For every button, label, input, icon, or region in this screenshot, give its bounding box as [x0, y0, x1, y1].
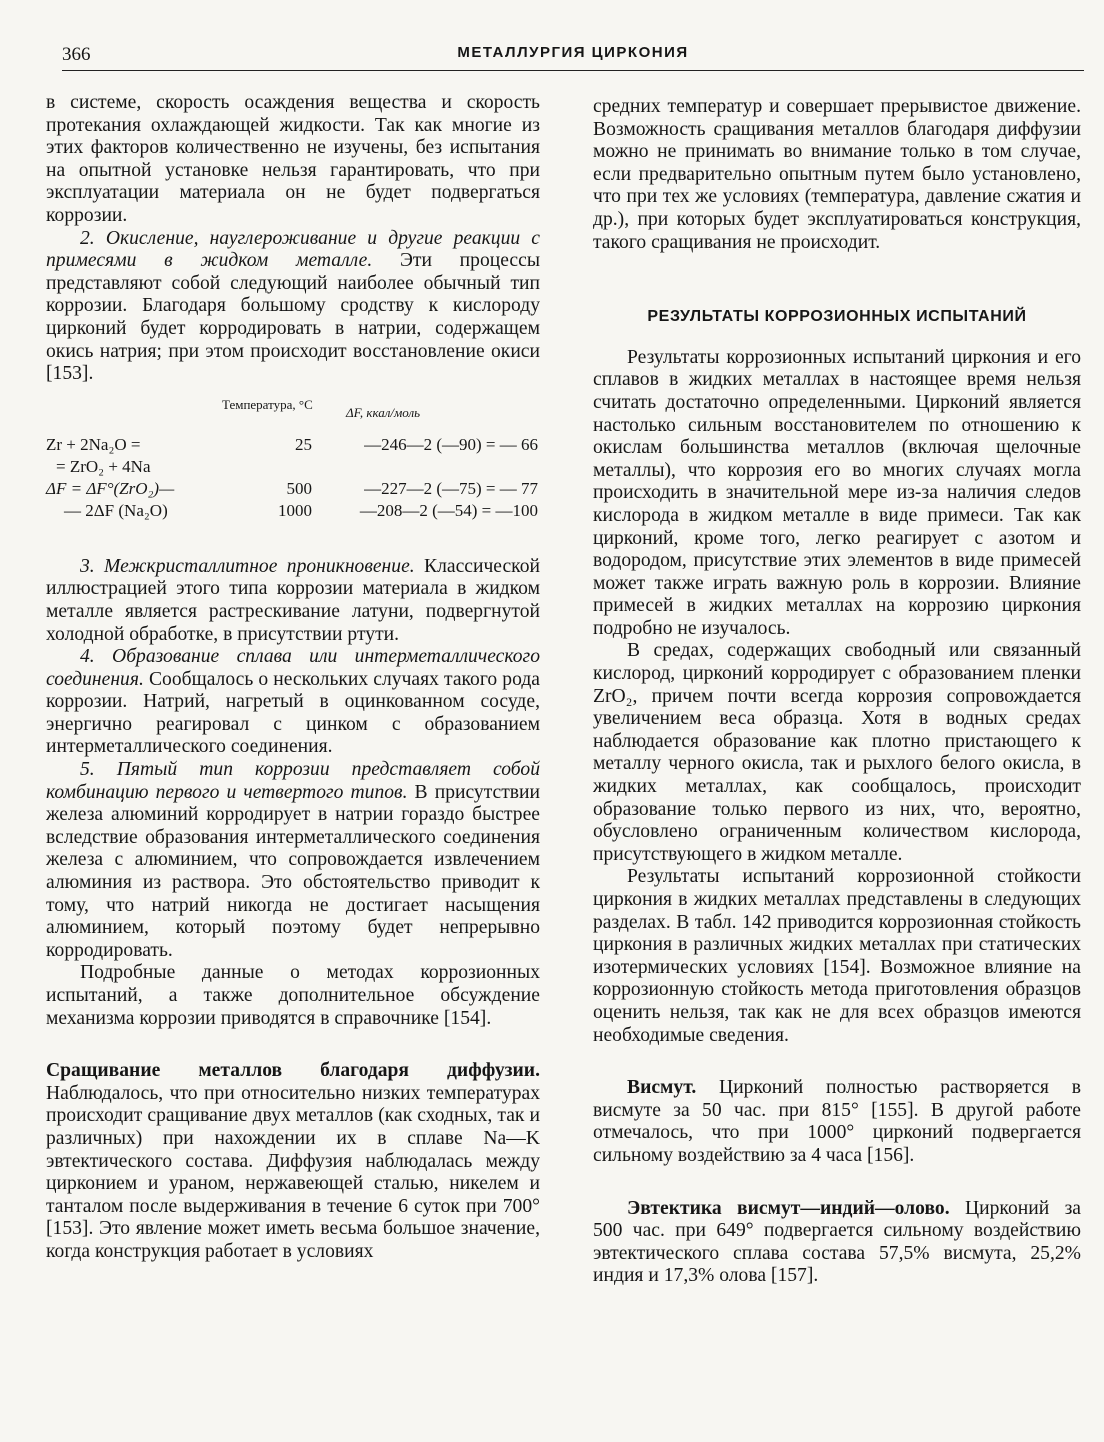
page-header — [62, 40, 1084, 71]
paragraph — [593, 1198, 1081, 1288]
running-title: МЕТАЛЛУРГИЯ ЦИРКОНИЯ — [457, 44, 689, 61]
paragraph-body: Цирконий за 500 час. при 649° подвергается сильному воздействию эвтектического сплава состава 57,5% висмута, 25,2% индия и 17,3% олова [157]. — [593, 1197, 1082, 1287]
paragraph-body: Цирконий полностью растворяется в висмуте за 50 час. при 815° [155]. В другой работе отмечалось, что при 1000° цирконий подвергается сильному воздействию за 4 часа [156]. — [593, 1077, 1081, 1166]
free-energy-cell: —208—2 (—54) = —100 — [359, 500, 538, 520]
paragraph-body: В присутствии железа алюминий корродирует в натрии гораздо быстрее вследствие образования интерметаллического соединения железа с алюминием, что сопровождается извлечением алюминия из раствора. Это обстоятельство приводит к тому, что натрий никогда не достигает насыщения алюминием, который поэтому будет непрерывно корродировать. — [46, 781, 540, 961]
paragraph — [46, 759, 540, 962]
section-heading: Сращивание металлов благодаря диффузии. — [46, 1060, 540, 1082]
table-row — [46, 500, 540, 522]
table-row — [46, 478, 540, 500]
section-heading: Висмут. — [627, 1077, 697, 1099]
column-header-temperature: Температура, °С — [222, 396, 313, 412]
left-column — [46, 92, 540, 1264]
column-header-free-energy: ΔF, ккал/моль — [346, 404, 421, 420]
paragraph: в системе, скорость осаждения вещества и скорость протекания охлаждающей жидкости. Так как многие из этих факторов количественно не изучены, без испытания на опытной установке нельзя гарантировать, что при эксплуатации материала он не будет подвергаться коррозии. — [46, 92, 540, 226]
table-row — [46, 456, 540, 478]
paragraph: В средах, содержащих свободный или связанный кислород, цирконий корродирует с образованием пленки ZrO₂, причем почти всегда коррозия сопровождается увеличением веса образца. Хотя в водных средах наблюдается образование как плотно пристающего к металлу черного окисла, так и рыхлого белого окисла, в жидких металлах, как сообщалось, происходит образование только первого из них, что, вероятно, обусловлено ограниченным количеством кислорода, присутствующего в жидком металле. — [593, 640, 1081, 865]
temperature-cell: 25 — [295, 434, 312, 454]
table-header — [46, 394, 540, 434]
paragraph: Результаты испытаний коррозионной стойкости циркония в жидких металлах представлены в следующих разделах. В табл. 142 приводится коррозионная стойкость циркония в различных жидких металлах при статических изотермических условиях [154]. Возможное влияние на коррозионную стойкость метода приготовления образцов оценить нельзя, так как не для всех образцов имеются необходимые сведения. — [593, 866, 1081, 1046]
paragraph-heading: 3. Межкристаллитное проникновение. — [80, 555, 415, 577]
paragraph — [46, 556, 540, 646]
paragraph: средних температур и совершает прерывистое движение. Возможность сращивания металлов благодаря диффузии можно не принимать во внимание только в том случае, если предварительно опытным путем было установлено, что при тех же условиях (температура, давление сжатия и др.), при которых будет эксплуатироваться конструкция, такого сращивания не происходит. — [593, 96, 1081, 253]
equation-cell: — 2ΔF (Na₂O) — [64, 500, 168, 520]
equation-cell: ΔF = ΔF°(ZrO₂)— — [46, 478, 175, 498]
right-column — [593, 96, 1081, 1288]
paragraph-body: Классической иллюстрацией этого типа коррозии материала в жидком металле является растрескивание латуни, подвергнутой холодной обработке, в присутствии ртути. — [46, 555, 540, 645]
paragraph-body: Сообщалось о нескольких случаях такого рода коррозии. Натрий, нагретый в оцинкованном сосуде, энергично реагировал с цинком с образованием интерметаллического соединения. — [46, 668, 540, 758]
paragraph-heading: 4. Образование сплава или интерметаллического соединения. — [46, 646, 540, 690]
equation-cell: Zr + 2Na₂O = — [46, 434, 141, 454]
page-number: 366 — [62, 44, 91, 65]
reaction-table — [46, 394, 540, 522]
paragraph: Подробные данные о методах коррозионных испытаний, а также дополнительное обсуждение механизма коррозии приводятся в справочнике [154]. — [46, 962, 540, 1029]
free-energy-cell: —246—2 (—90) = — 66 — [364, 434, 538, 454]
paragraph-heading: 5. Пятый тип коррозии представляет собой комбинацию первого и четвертого типов. — [46, 759, 540, 803]
section-heading: Эвтектика висмут—индий—олово. — [627, 1197, 950, 1219]
section-title: РЕЗУЛЬТАТЫ КОРРОЗИОННЫХ ИСПЫТАНИЙ — [647, 308, 1027, 326]
paragraph-body: Наблюдалось, что при относительно низких температурах происходит сращивание двух металлов (как сходных, так и различных) при нахождении их в сплаве Na—K эвтектического состава. Диффузия наблюдалась между цирконием и ураном, нержавеющей сталью, никелем и танталом после выдерживания в течение 6 суток при 700° [153]. Это явление может иметь весьма большое значение, когда конструкция работает в условиях — [46, 1082, 540, 1262]
paragraph — [46, 646, 540, 759]
paragraph — [46, 1060, 540, 1263]
paragraph-body: Эти процессы представляют собой следующий наиболее обычный тип коррозии. Благодаря большому сродству к кислороду цирконий будет корродировать в натрии, содержащем окись натрия; при этом происходит восстановление окиси [153]. — [46, 250, 540, 385]
paragraph — [46, 228, 540, 386]
temperature-cell: 1000 — [278, 500, 312, 520]
equation-cell: = ZrO₂ + 4Na — [56, 456, 151, 476]
free-energy-cell: —227—2 (—75) = — 77 — [364, 478, 538, 498]
paragraph — [593, 1077, 1081, 1167]
paragraph-heading: 2. Окисление, науглероживание и другие реакции с примесями в жидком металле. — [46, 227, 540, 272]
table-row — [46, 434, 540, 456]
paragraph: Результаты коррозионных испытаний циркония и его сплавов в жидких металлах в настоящее время нельзя считать достаточно определенными. Цирконий является настолько сильным восстановителем по отношению к окислам большинства металлов (включая щелочные металлы), что коррозия его во многих случаях могла происходить в значительной мере из-за наличия следов кислорода в жидком металле в виде примеси. Так как цирконий, кроме того, легко реагирует с азотом и водородом, присутствие этих элементов в виде примесей может также играть важную роль в коррозии. Влияние примесей в жидких металлах на коррозию циркония подробно не изучалось. — [593, 346, 1081, 639]
temperature-cell: 500 — [286, 478, 312, 498]
